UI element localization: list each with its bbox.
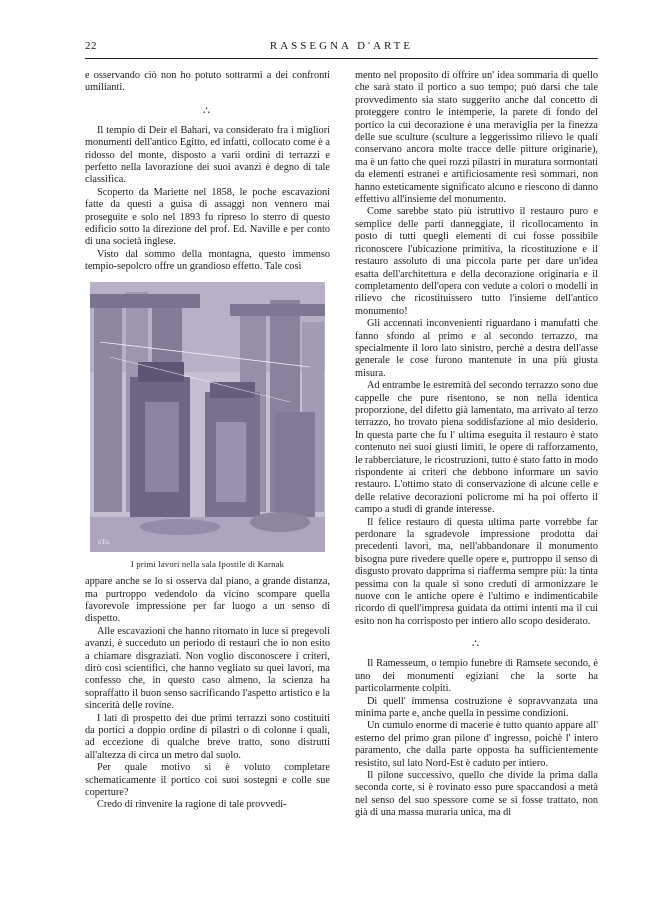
figure-mark: nTo. xyxy=(98,537,111,546)
paragraph: Per quale motivo si è voluto completare schematicamente il portico coi suoi sostegni e colle sue coperture? xyxy=(85,762,330,798)
paragraph: Gli accennati inconvenienti riguardano i manufatti che fanno sfondo al primo e al secondo terrazzo, ma specialmente il loro lato sinistro, perchè a destra dell'asse generale le cose furono mantenute in una più giusta misura. xyxy=(355,318,598,379)
page-header xyxy=(85,40,598,59)
paragraph: Credo di rinvenire la ragione di tale provvedi- xyxy=(97,799,287,811)
paragraph: Ad entrambe le estremità del secondo terrazzo sono due cappelle che pure risentono, se non nella identica proporzione, del difetto già lamentato, ma arrivato al terzo terrazzo, ho trovato piena soddisfazione al mio desiderio. In questa parte che fu l' ultima eseguita il restauro è stato contenuto nei suoi giusti limiti, le opere di rafforzamento, le rabberciature, le ricostruzioni, tutto è stato fatto in modo rispondente ai criteri che debbono informare un savio restauro. L'ottimo stato di conservazione di alcune celle e delle relative decorazioni policrome mi ha poi offerto il campo a studi di grande interesse. xyxy=(355,380,598,516)
left-column xyxy=(85,70,330,870)
paragraph: Un cumulo enorme di macerie è tutto quanto appare all' esterno del primo gran pilone d' ingresso, poichè l' intero paramento, che dalla parte opposta ha sufficientemente resistito, sul lato Nord-Est è caduto per intiero. xyxy=(355,720,598,769)
paragraph: Visto dal sommo della montagna, questo immenso tempio-sepolcro offre un grandioso effetto. Tale così xyxy=(85,248,330,273)
section-divider: ∴ xyxy=(472,638,481,651)
paragraph: mento nel proposito di offrire un' idea sommaria di quello che sarà stato il portico a suo tempo; può darsi che tale provvedimento sia stato suggerito anche dal concetto di proteggere contro le intemperie, la parete di fondo del portico la cui decorazione è una meraviglia per la finezza delle sue sculture (sculture a leggerissimo rilievo le quali conservano ancora molte tracce delle pitture originarie), ma è un fatto che quei rozzi pilastri in muratura sormontati da elementi estranei e artificiosamente resi sommari, non hanno esteticamente significato alcuno e riescono di danno effettivo all'insieme del monumento. xyxy=(355,70,598,206)
section-divider: ∴ xyxy=(203,104,212,117)
paragraph: Scoperto da Mariette nel 1858, le poche escavazioni fatte da questi a guisa di assaggi non vennero mai proseguite e solo nel 1893 fu ripreso lo sterro di questo edificio sotto la direzione del prof. Ed. Naville e per conto di una società inglese. xyxy=(85,186,330,248)
paragraph: Di quell' immensa costruzione è sopravvanzata una minima parte e, anche quella in pessime condizioni. xyxy=(355,695,598,719)
page-number: 22 xyxy=(85,40,97,52)
paragraph: Il felice restauro di questa ultima parte vorrebbe far perdonare la sgradevole impressione prodotta dai precedenti lavori, ma, nell'abbandonare il monumento bisogna pure rivedere quelle opere e, purtroppo il senso di disgusto provato dapprima si riafferma sempre più: la tinta pessima con la quale si sono creduti di armonizzare le nuove con le antiche opere è l'ultimo e indimenticabile ricordo di quell'impresa guidata da ottimi intenti ma il cui esito non ha corrisposto per intiero allo scopo desiderato. xyxy=(355,516,598,627)
karnak-photo xyxy=(90,282,325,552)
paragraph: e osservando ciò non ho potuto sottrarmi a dei confronti umilianti. xyxy=(85,70,330,94)
paragraph: Il pilone successivo, quello che divide la prima dalla seconda corte, si è rovinato esso pure spaccandosi a metà nel senso del suo spessore come se si fosse trattato, non già di una massa muraria unica, ma di xyxy=(355,769,598,819)
paragraph: Il Ramesseum, o tempio funebre di Ramsete secondo, è uno dei monumenti egiziani che la sorte ha particolarmente colpiti. xyxy=(355,658,598,695)
paragraph: Come sarebbe stato più istruttivo il restauro puro e semplice delle parti danneggiate, il ricollocamento in posto di tutti quegli elementi di cui fosse possibile riconoscere l'ubicazione primitiva, la ricostituzione e il restauro assoluto di una piccola parte per dare un'idea esatta dell'architettura e della decorazione originaria e il completamento dell'opera con vedute a colori o modelli in rilievo che ricostituissero tutto l'insieme dell'antico monumento! xyxy=(355,206,598,317)
running-title: RASSEGNA D'ARTE xyxy=(269,40,414,52)
figure-caption: I primi lavori nella sala Ipostile di Karnak xyxy=(130,558,285,569)
right-column xyxy=(355,70,598,870)
paragraph: Alle escavazioni che hanno ritornato in luce si pregevoli avanzi, è succeduto un periodo di restauri che io non esito a chiamare disgraziati. Non voglio disconoscere i criteri, dirò così scientifici, che hanno vegliato su quei lavori, ma confesso che, in questo caso almeno, la scienza ha sopraffatto il buon senso sacrificando l'aspetto artistico e la sincerità delle rovine. xyxy=(85,625,330,712)
paragraph: appare anche se lo si osserva dal piano, a grande distanza, ma purtroppo vedendolo da vicino scompare quella favorevole impressione per far luogo a un senso di dispetto. xyxy=(85,576,330,625)
paragraph: Il tempio di Deir el Bahari, va considerato fra i migliori monumenti dell'antico Egitto, ed infatti, collocato come è a ridosso del monte, disposto a varii ordini di terrazzi e perfetto nella lavorazione dei suoi avanzi è degno di tale classifica. xyxy=(85,124,330,186)
figure xyxy=(85,282,330,570)
paragraph: I lati di prospetto dei due primi terrazzi sono costituiti da portici a doppio ordine di pilastri o di colonne i quali, ad eccezione di qualche breve tratto, sono distrutti all'altezza di circa un metro dal suolo. xyxy=(85,712,330,761)
karnak-photo-illustration xyxy=(90,282,325,552)
